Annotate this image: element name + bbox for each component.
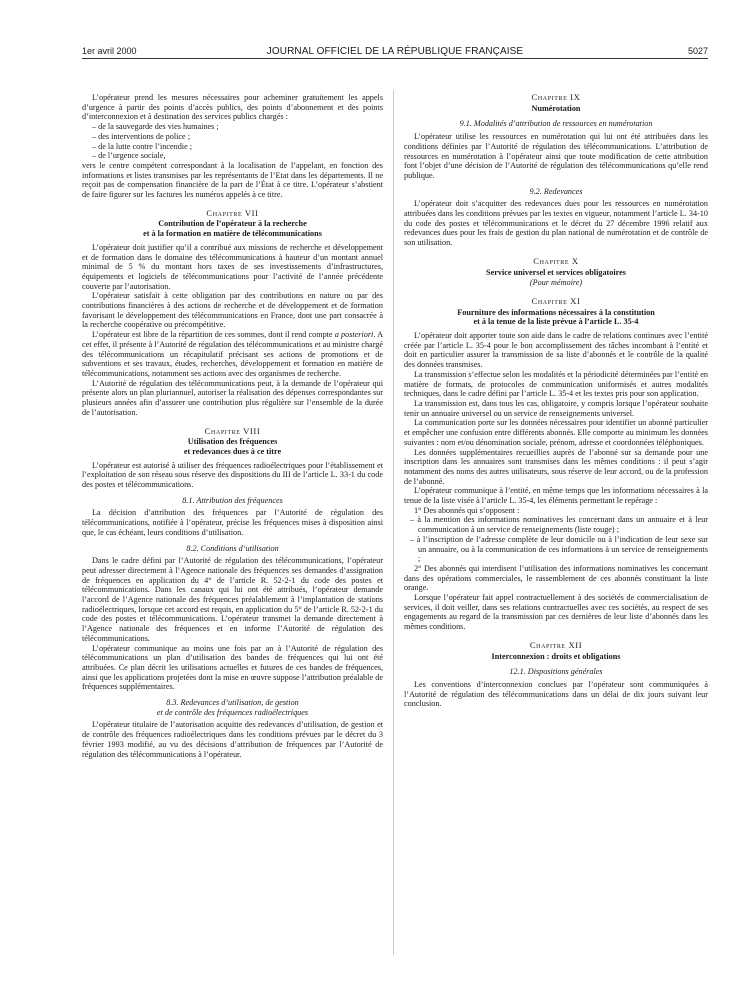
paragraph: L’opérateur doit s’acquitter des redevances dues pour les ressources en numérotation attribuées dans les conditions prévues par les textes en vigueur, notamment l’article L. 34-10 du code des postes et télécommunications et le décret du 27 décembre 1996 relatif aux redevances dues pour les frais de gestion du plan national de numérotation et de contrôle de son utilisation. (404, 199, 708, 248)
paragraph: La communication porte sur les données nécessaires pour identifier un abonné particulier et empêcher une confusion entre différents abonnés. Elle comporte au minimum les données suivantes : nom et/ou dénomination sociale, prénom, adresse et coordonnées téléphoniques. (404, 418, 708, 447)
journal-title: JOURNAL OFFICIEL DE LA RÉPUBLIQUE FRANÇAISE (266, 46, 524, 57)
page-number: 5027 (687, 46, 708, 56)
paragraph: L’opérateur doit apporter toute son aide dans le cadre de relations continues avec l’entité créée par l’article L. 35-4 pour le bon accomplissement des tâches incombant à l’entité et doit en particulier assurer la transmission de sa liste d’abonnés et le contrôle de la qualité des données transmises. (404, 331, 708, 370)
list-item: – à l’inscription de l’adresse complète de leur domicile ou à l’indication de leur sexe sur un annuaire, ou à la communication de ces informations à un service de renseignements ; (410, 534, 708, 564)
section-title: 9.1. Modalités d’attribution de ressources en numérotation (459, 119, 653, 129)
list-item: – de la sauvegarde des vies humaines ; (92, 122, 219, 132)
chapter-title-line: Utilisation des fréquences (187, 437, 278, 447)
chapter-title: Service universel et services obligatoires (486, 267, 626, 277)
paragraph: vers le centre compétent correspondant à la localisation de l’appelant, en fonction des informations et listes transmises par les représentants de l’Etat dans les départements. Il ne reçoit pas de compensation financière de la part de l’État à ce titre. L’opérateur s’abstient de faire figurer sur les factures les numéros appelés à ce titre. (82, 160, 383, 200)
chapter-title-line: et redevances dues à ce titre (183, 446, 282, 456)
chapter-heading: Chapitre XII (529, 639, 583, 650)
paragraph: La décision d’attribution des fréquences par l’Autorité de régulation des télécommunications, notifiée à l’opérateur, précise les fréquences mises à disposition ainsi que, le cas échéant, leurs conditions d’utilisation. (82, 508, 383, 537)
chapter-title: Numérotation (531, 103, 581, 113)
header-date: 1er avril 2000 (82, 46, 137, 56)
chapter-title (404, 308, 708, 327)
chapter-title-line: et à la tenue de la liste prévue à l’article L. 35-4 (473, 317, 639, 327)
paragraph: L’opérateur prend les mesures nécessaires pour acheminer gratuitement les appels d’urgence à partir des points d’accès publics, des points d’abonnement et des points d’interconnexion et à destination des services publics chargés : (82, 93, 383, 122)
paragraph: Les données supplémentaires recueillies auprès de l’abonné sur sa demande pour une inscription dans les annuaires sont transmises dans les mêmes conditions : il peut s’agir notamment des noms des autres utilisateurs, sous réserve de leur accord, ou de la profession de l’abonné. (404, 447, 708, 486)
list-item: – de la lutte contre l’incendie ; (92, 141, 193, 151)
paragraph: L’opérateur titulaire de l’autorisation acquitte des redevances d’utilisation, de gestion et de contrôle des fréquences radioélectriques dans les conditions prévues par le décret du 3 février 1993 modifié, au vu des décisions d’attribution de fréquences par l’Autorité de régulation des télécommunications à l’opérateur. (82, 720, 383, 759)
section-title: 12.1. Dispositions générales (509, 667, 603, 677)
paragraph: L’opérateur communique au moins une fois par an à l’Autorité de régulation des télécommunications un plan d’utilisation des bandes de fréquences qui lui ont été attribuées. Ce plan décrit les utilisations actuelles et futures de ces bandes de fréquences, ainsi que les applications projetées dont la mise en œuvre suppose l’attribution préalable de fréquences supplémentaires. (82, 643, 383, 692)
chapter-heading: Chapitre IX (531, 92, 581, 102)
paragraph: L’opérateur est autorisé à utiliser des fréquences radioélectriques pour l’établissement et l’exploitation de son réseau sous réserve des dispositions du III de l’article L. 33-1 du code des postes et télécommunications. (82, 460, 383, 490)
list-item: – de l’urgence sociale, (92, 151, 166, 161)
paragraph: 2° Des abonnés qui interdisent l’utilisation des informations nominatives les concernant dans des opérations commerciales, le rassemblement de ces abonnés constituant la liste orange. (404, 563, 708, 593)
header-rule (82, 58, 708, 59)
chapter-title (82, 219, 383, 238)
text-run: . A cet effet, il présente à l’Autorité de régulation des télécommunications et au ministre chargé des télécommunications un récapitulatif précisant ses actions de promotions et de subventions et ses travaux, études, recherches, développement et formation en matière de télécommunications, notamment ses actions avec des organismes de recherche. (82, 330, 383, 378)
section-title-line: et de contrôle des fréquences radioélectriques (156, 707, 309, 717)
paragraph: L’Autorité de régulation des télécommunications peut, à la demande de l’opérateur qui présente alors un plan pluriannuel, autoriser la réalisation des dépenses correspondantes sur plusieurs années afin d’assurer une contribution plus régulière sur l’ensemble de la durée de l’autorisation. (82, 378, 383, 417)
text-run: L’opérateur est libre de la répartition de ces sommes, dont il rend compte (92, 330, 335, 340)
chapter-heading: Chapitre VIII (204, 425, 261, 436)
section-title (82, 698, 383, 717)
column-separator (393, 90, 394, 955)
section-title: 8.1. Attribution des fréquences (182, 495, 283, 505)
paragraph: Dans le cadre défini par l’Autorité de régulation des télécommunications, l’opérateur peut adresser directement à l’Agence nationale des fréquences ses demandes d’assignation de fréquences en application du 4° de l’article R. 52-2-1 du code des postes et télécommunications. Dans les canaux qui lui ont été attribués, l’opérateur demande l’accord de l’Agence nationale des fréquences préalablement à l’implantation de stations radioélectriques, lorsque cet accord est requis, en application du 5° de l’article R. 52-2-1 du code des postes et télécommunications. L’opérateur transmet la demande directement à l’Agence nationale des fréquences et en informe l’Autorité de régulation des télécommunications. (82, 556, 383, 643)
paragraph: La transmission est, dans tous les cas, obligatoire, y compris lorsque l’opérateur souhaite tenir un annuaire universel ou un service de renseignements universel. (404, 398, 708, 418)
paragraph: L’opérateur satisfait à cette obligation par des contributions en nature ou par des contributions financières à des actions de recherche et de développement et de formation favorisant le développement des télécommunications en France, dont une part consacrée à la recherche coopérative ou précompétitive. (82, 291, 383, 330)
chapter-title (82, 437, 383, 456)
list-item: – à la mention des informations nominatives les concernant dans un annuaire et à leur communication à un service de renseignements (liste rouge) ; (410, 515, 708, 535)
memo-note: (Pour mémoire) (529, 278, 583, 288)
paragraph: L’opérateur doit justifier qu’il a contribué aux missions de recherche et développement et de formation dans le domaine des télécommunications à hauteur d’un montant annuel minimal de 5 % du montant hors taxes de ses investissements d’infrastructures, équipements et logiciels de télécommunications pour l’activité de l’année précédente couverte par l’autorisation. (82, 242, 383, 291)
section-title: 9.2. Redevances (529, 186, 583, 196)
paragraph: La transmission s’effectue selon les modalités et la périodicité déterminées par l’entité en matière de formats, de protocoles de communication uniformisés et autres modalités techniques, dans le cadre défini par l’article L. 35-4 et les textes pris pour son application. (404, 369, 708, 399)
chapter-heading: Chapitre VII (206, 207, 259, 218)
list-item: – des interventions de police ; (92, 131, 190, 141)
chapter-heading: Chapitre XI (531, 295, 581, 306)
chapter-title: Interconnexion : droits et obligations (491, 651, 621, 661)
chapter-title-line: Contribution de l’opérateur à la recherche (158, 219, 307, 229)
italic-run: a posteriori (334, 330, 374, 340)
left-column (82, 93, 383, 759)
section-title-line: 8.3. Redevances d’utilisation, de gestion (166, 698, 299, 708)
section-title: 8.2. Conditions d’utilisation (186, 543, 279, 553)
paragraph: Lorsque l’opérateur fait appel contractuellement à des sociétés de commercialisation de services, il doit veiller, dans ses relations contractuelles avec ces sociétés, au respect de ses engagements au regard de la transmission par ces dernières de leur liste d’abonnés dans les mêmes conditions. (404, 593, 708, 632)
paragraph: L’opérateur utilise les ressources en numérotation qui lui ont été attribuées dans les conditions définies par l’Autorité de régulation des télécommunications. L’attribution de ressources en numérotation à l’opérateur ainsi que toute modification de cette attribution font l’objet d’une décision de l’Autorité de régulation des télécommunications qu’elle rend publique. (404, 132, 708, 180)
chapter-title-line: et à la formation en matière de télécommunications (143, 229, 322, 239)
chapter-heading: Chapitre X (533, 255, 579, 266)
paragraph: 1° Des abonnés qui s’opposent : (414, 505, 520, 515)
paragraph: Les conventions d’interconnexion conclues par l’opérateur sont communiquées à l’Autorité de régulation des télécommunications dans un délai de dix jours suivant leur conclusion. (404, 679, 708, 709)
right-column (404, 93, 708, 709)
paragraph: L’opérateur communique à l’entité, en même temps que les informations nécessaires à la tenue de la liste visée à l’article L. 35-4, les éléments permettant le repérage : (404, 486, 708, 506)
chapter-title-line: Fourniture des informations nécessaires à la constitution (457, 307, 655, 317)
paragraph (82, 330, 383, 379)
